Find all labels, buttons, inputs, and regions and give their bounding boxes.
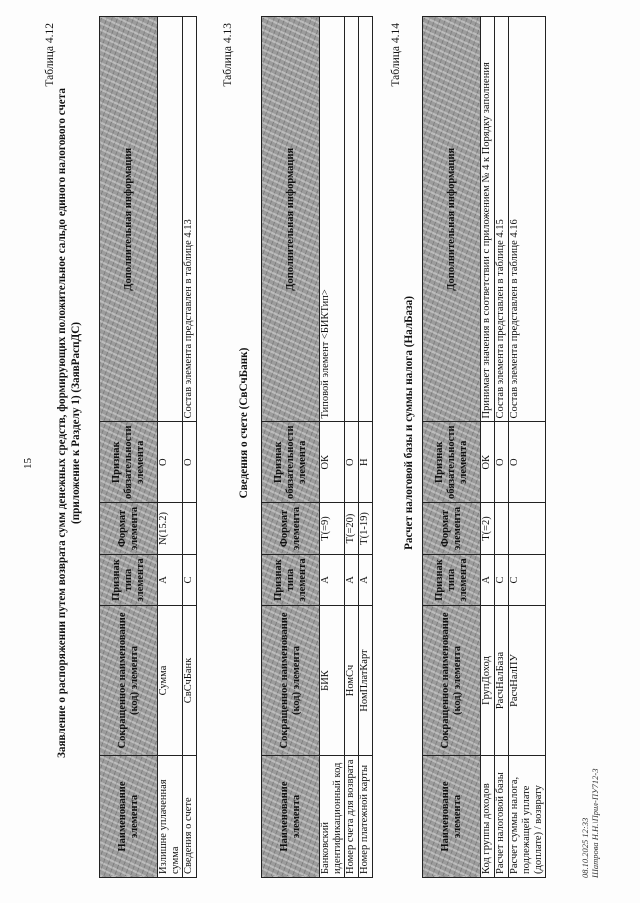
cell: А	[481, 555, 495, 606]
column-header: Признак типа элемента	[262, 555, 320, 606]
cell: N(15.2)	[158, 503, 183, 555]
table-row	[495, 17, 509, 878]
cell: О	[345, 422, 359, 503]
heading-line: Расчет налоговой базы и суммы налога (НалБаза)	[403, 296, 415, 550]
cell: О	[183, 422, 197, 503]
column-header: Признак типа элемента	[423, 555, 481, 606]
stamp-author: Шатрова Н.Н.\Прил-ПУ712-3	[590, 768, 600, 878]
cell: НомПлатКарт	[359, 606, 373, 756]
column-header: Формат элемента	[423, 503, 481, 555]
cell: Расчет суммы налога, подлежащей уплате (доплате) / возврату	[509, 756, 546, 878]
cell: ГрупДоход	[481, 606, 495, 756]
cell	[158, 17, 183, 422]
cell: Расчет налоговой базы	[495, 756, 509, 878]
cell: НомСч	[345, 606, 359, 756]
column-header: Признак обязательности элемента	[262, 422, 320, 503]
cell	[359, 17, 373, 422]
table-heading-4-12	[56, 3, 83, 843]
cell: БИК	[320, 606, 345, 756]
heading-line: (приложение к Разделу 1) (ЗаявРаспДС)	[69, 321, 82, 525]
stamp-date: 08.10.2025 12:33	[580, 817, 590, 878]
cell: ОК	[320, 422, 345, 503]
cell: С	[183, 555, 197, 606]
column-header: Сокращенное наименование (код) элемента	[262, 606, 320, 756]
table-4-12	[99, 16, 197, 878]
cell: T(=9)	[320, 503, 345, 555]
cell: Номер счета для возврата	[345, 756, 359, 878]
column-header: Признак типа элемента	[100, 555, 158, 606]
cell: РасчНалПУ	[509, 606, 546, 756]
table-4-13	[261, 16, 373, 878]
table-row	[183, 17, 197, 878]
table-4-14	[422, 16, 546, 878]
cell: Сумма	[158, 606, 183, 756]
footer-stamp	[580, 658, 600, 878]
heading-line: Заявление о распоряжении путем возврата сумм денежных средств, формирующих положительное сальдо единого налогового счета	[56, 88, 68, 758]
cell: Излишне уплаченная сумма	[158, 756, 183, 878]
column-header: Наименование элемента	[423, 756, 481, 878]
cell: РасчНалБаза	[495, 606, 509, 756]
cell: О	[158, 422, 183, 503]
table-row	[158, 17, 183, 878]
cell: Состав элемента представлен в таблице 4.13	[183, 17, 197, 422]
cell: Номер платежной карты	[359, 756, 373, 878]
cell: А	[359, 555, 373, 606]
table-row	[345, 17, 359, 878]
cell: С	[495, 555, 509, 606]
cell: Код группы доходов	[481, 756, 495, 878]
cell	[345, 17, 359, 422]
cell: Банковский идентификационный код	[320, 756, 345, 878]
column-header: Формат элемента	[262, 503, 320, 555]
cell: ОК	[481, 422, 495, 503]
cell: С	[509, 555, 546, 606]
cell: СвСчБанк	[183, 606, 197, 756]
cell: А	[345, 555, 359, 606]
heading-line: Сведения о счете (СвСчБанк)	[238, 347, 250, 499]
cell: Принимает значения в соответствии с приложением № 4 к Порядку заполнения	[481, 17, 495, 422]
cell: А	[320, 555, 345, 606]
cell	[183, 503, 197, 555]
table-caption-4-14: Таблица 4.14	[390, 23, 402, 87]
table-caption-4-13: Таблица 4.13	[222, 23, 234, 87]
table-row	[481, 17, 495, 878]
column-header: Дополнительная информация	[423, 17, 481, 422]
cell: T(=2)	[481, 503, 495, 555]
table-heading-4-14	[403, 3, 417, 843]
column-header: Дополнительная информация	[262, 17, 320, 422]
cell: Состав элемента представлен в таблице 4.15	[495, 17, 509, 422]
cell	[509, 503, 546, 555]
page-number: 15	[22, 458, 34, 469]
cell: Состав элемента представлен в таблице 4.16	[509, 17, 546, 422]
column-header: Дополнительная информация	[100, 17, 158, 422]
cell: T(=20)	[345, 503, 359, 555]
cell: Сведения о счете	[183, 756, 197, 878]
column-header: Сокращенное наименование (код) элемента	[100, 606, 158, 756]
cell: О	[509, 422, 546, 503]
column-header: Признак обязательности элемента	[423, 422, 481, 503]
cell: Н	[359, 422, 373, 503]
table-caption-4-12: Таблица 4.12	[44, 23, 56, 87]
cell: О	[495, 422, 509, 503]
table-row	[509, 17, 546, 878]
cell	[495, 503, 509, 555]
cell: Типовой элемент <БИКТип>	[320, 17, 345, 422]
table-row	[320, 17, 345, 878]
table-heading-4-13	[238, 3, 252, 843]
column-header: Сокращенное наименование (код) элемента	[423, 606, 481, 756]
cell: А	[158, 555, 183, 606]
column-header: Наименование элемента	[100, 756, 158, 878]
column-header: Формат элемента	[100, 503, 158, 555]
table-row	[359, 17, 373, 878]
cell: T(1-19)	[359, 503, 373, 555]
column-header: Признак обязательности элемента	[100, 422, 158, 503]
column-header: Наименование элемента	[262, 756, 320, 878]
